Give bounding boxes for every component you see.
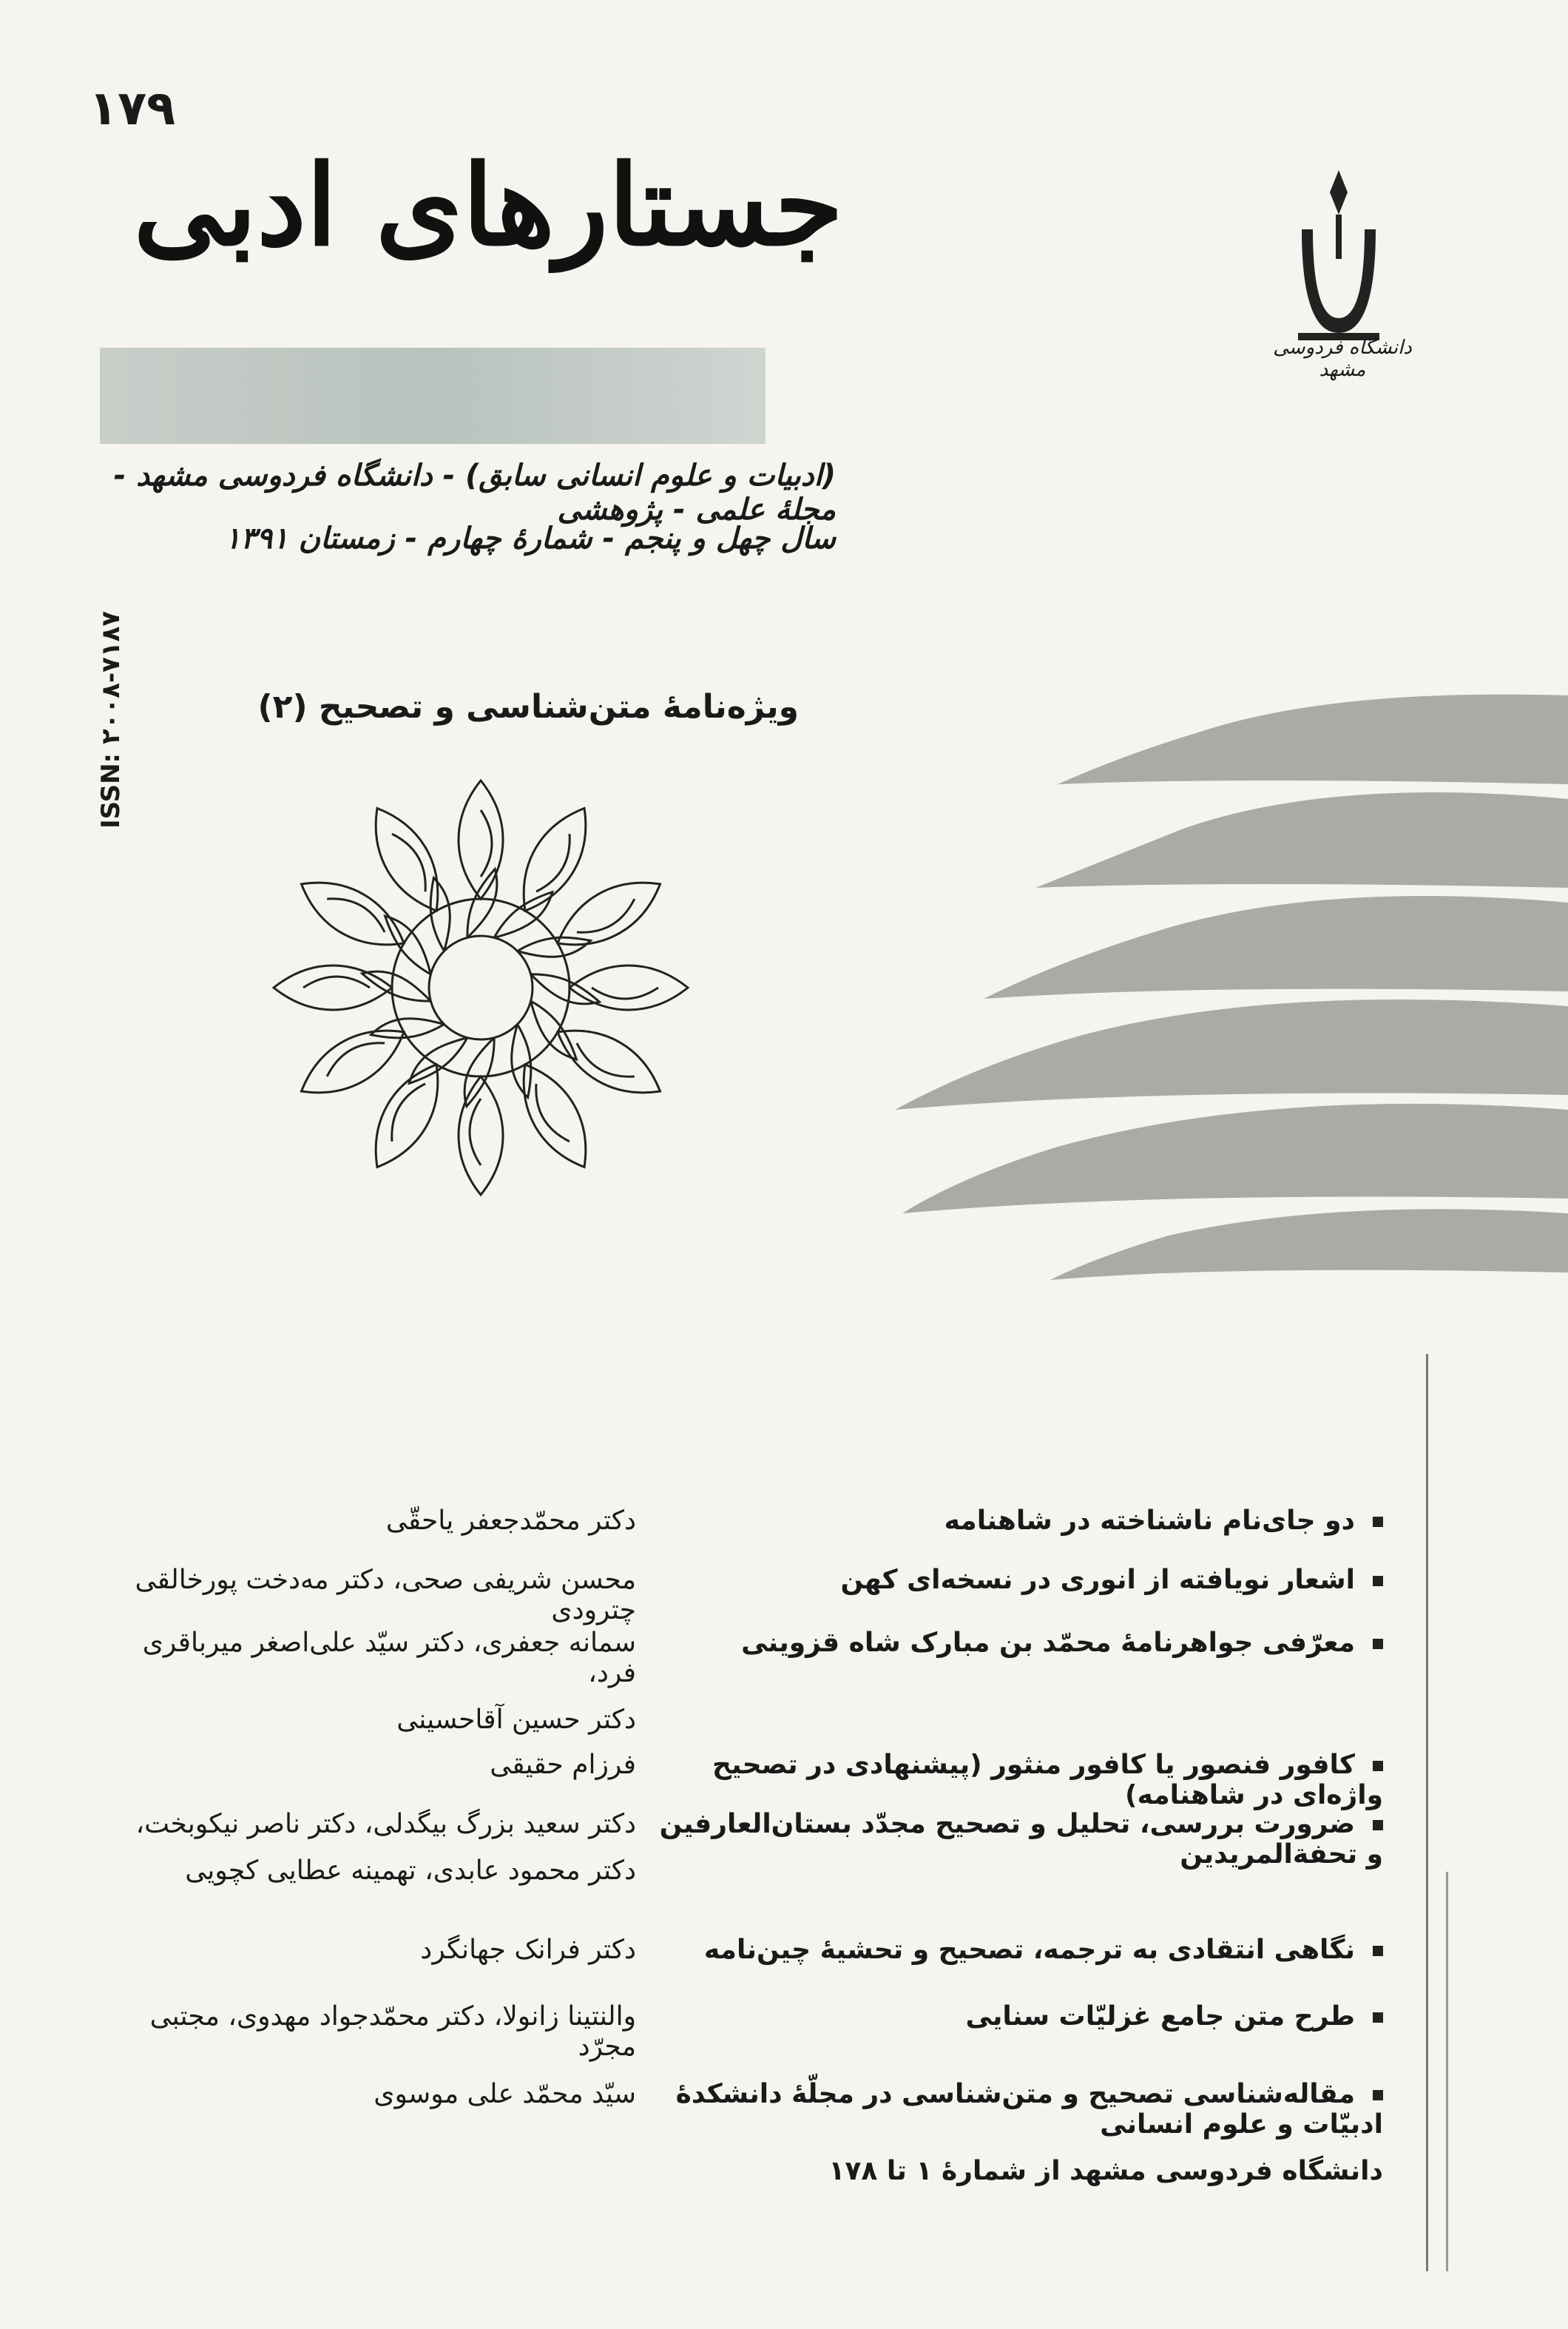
article-title: دو جای‌نام ناشناخته در شاهنامه bbox=[944, 1506, 1355, 1536]
article-authors-cont: دکتر حسین آقاحسینی bbox=[396, 1705, 636, 1735]
article-authors-cont: دکتر محمود عابدی، تهمینه عطایی کچویی bbox=[185, 1856, 636, 1886]
calligraphic-wave-art bbox=[814, 666, 1568, 1310]
article-title-cont: دانشگاه فردوسی مشهد از شمارهٔ ۱ تا ۱۷۸ bbox=[828, 2156, 1383, 2186]
rosette-ornament-icon bbox=[259, 766, 703, 1210]
title-banner bbox=[100, 348, 766, 444]
bullet-icon bbox=[1373, 1820, 1383, 1830]
article-authors: فرزام حقیقی bbox=[490, 1750, 636, 1780]
issn-label: ISSN: ۲۰۰۸-۷۱۸۷ bbox=[96, 610, 126, 829]
bullet-icon bbox=[1373, 2012, 1383, 2023]
article-title: ضرورت بررسی، تحلیل و تصحیح مجدّد بستان‌العارفین و تحفة‌المریدین bbox=[659, 1809, 1383, 1870]
article-authors: والنتینا زانولا، دکتر محمّدجواد مهدوی، مجتبی مجرّد bbox=[149, 2001, 636, 2062]
university-logo-icon bbox=[1287, 163, 1390, 355]
article-authors: محسن شریفی صحی، دکتر مه‌دخت پورخالقی چترودی bbox=[135, 1565, 636, 1625]
article-authors: سمانه جعفری، دکتر سیّد علی‌اصغر میرباقری فرد، bbox=[142, 1628, 636, 1688]
bullet-icon bbox=[1373, 1946, 1383, 1956]
journal-title: جستارهای ادبی bbox=[133, 141, 843, 271]
special-issue-title: ویژه‌نامهٔ متن‌شناسی و تصحیح (۲) bbox=[257, 688, 799, 726]
article-title: معرّفی جواهرنامهٔ محمّد بن مبارک شاه قزوینی bbox=[741, 1628, 1355, 1658]
subtitle-line-2: سال چهل و پنجم - شمارهٔ چهارم - زمستان ۱۳۹۱ bbox=[224, 522, 836, 556]
article-title: اشعار نویافته از انوری در نسخه‌ای کهن bbox=[840, 1565, 1355, 1595]
article-title: مقاله‌شناسی تصحیح و متن‌شناسی در مجلّهٔ دانشکدهٔ ادبیّات و علوم انسانی bbox=[675, 2079, 1383, 2140]
issue-number: ۱۷۹ bbox=[89, 81, 176, 136]
article-authors: دکتر سعید بزرگ بیگدلی، دکتر ناصر نیکوبخت، bbox=[135, 1809, 636, 1839]
article-authors: دکتر فرانک جهانگرد bbox=[420, 1935, 636, 1965]
article-authors: سیّد محمّد علی موسوی bbox=[374, 2079, 636, 2109]
article-title: کافور فنصور یا کافور منثور (پیشنهادی در تصحیح واژه‌ای در شاهنامه) bbox=[712, 1750, 1383, 1810]
bullet-icon bbox=[1373, 1576, 1383, 1586]
vertical-rule bbox=[1426, 1354, 1428, 2271]
subtitle-line-1: (ادبیات و علوم انسانی سابق) - دانشگاه فردوسی مشهد - مجلهٔ علمی - پژوهشی bbox=[113, 459, 836, 527]
bullet-icon bbox=[1373, 2090, 1383, 2100]
article-title: طرح متن جامع غزلیّات سنایی bbox=[965, 2001, 1355, 2032]
bullet-icon bbox=[1373, 1639, 1383, 1649]
bullet-icon bbox=[1373, 1517, 1383, 1527]
article-title: نگاهی انتقادی به ترجمه، تصحیح و تحشیهٔ چین‌نامه bbox=[703, 1935, 1355, 1965]
article-authors: دکتر محمّدجعفر یاحقّی bbox=[385, 1506, 636, 1536]
logo-caption: دانشگاه فردوسی مشهد bbox=[1273, 337, 1412, 381]
bullet-icon bbox=[1373, 1761, 1383, 1771]
vertical-rule bbox=[1446, 1872, 1448, 2271]
